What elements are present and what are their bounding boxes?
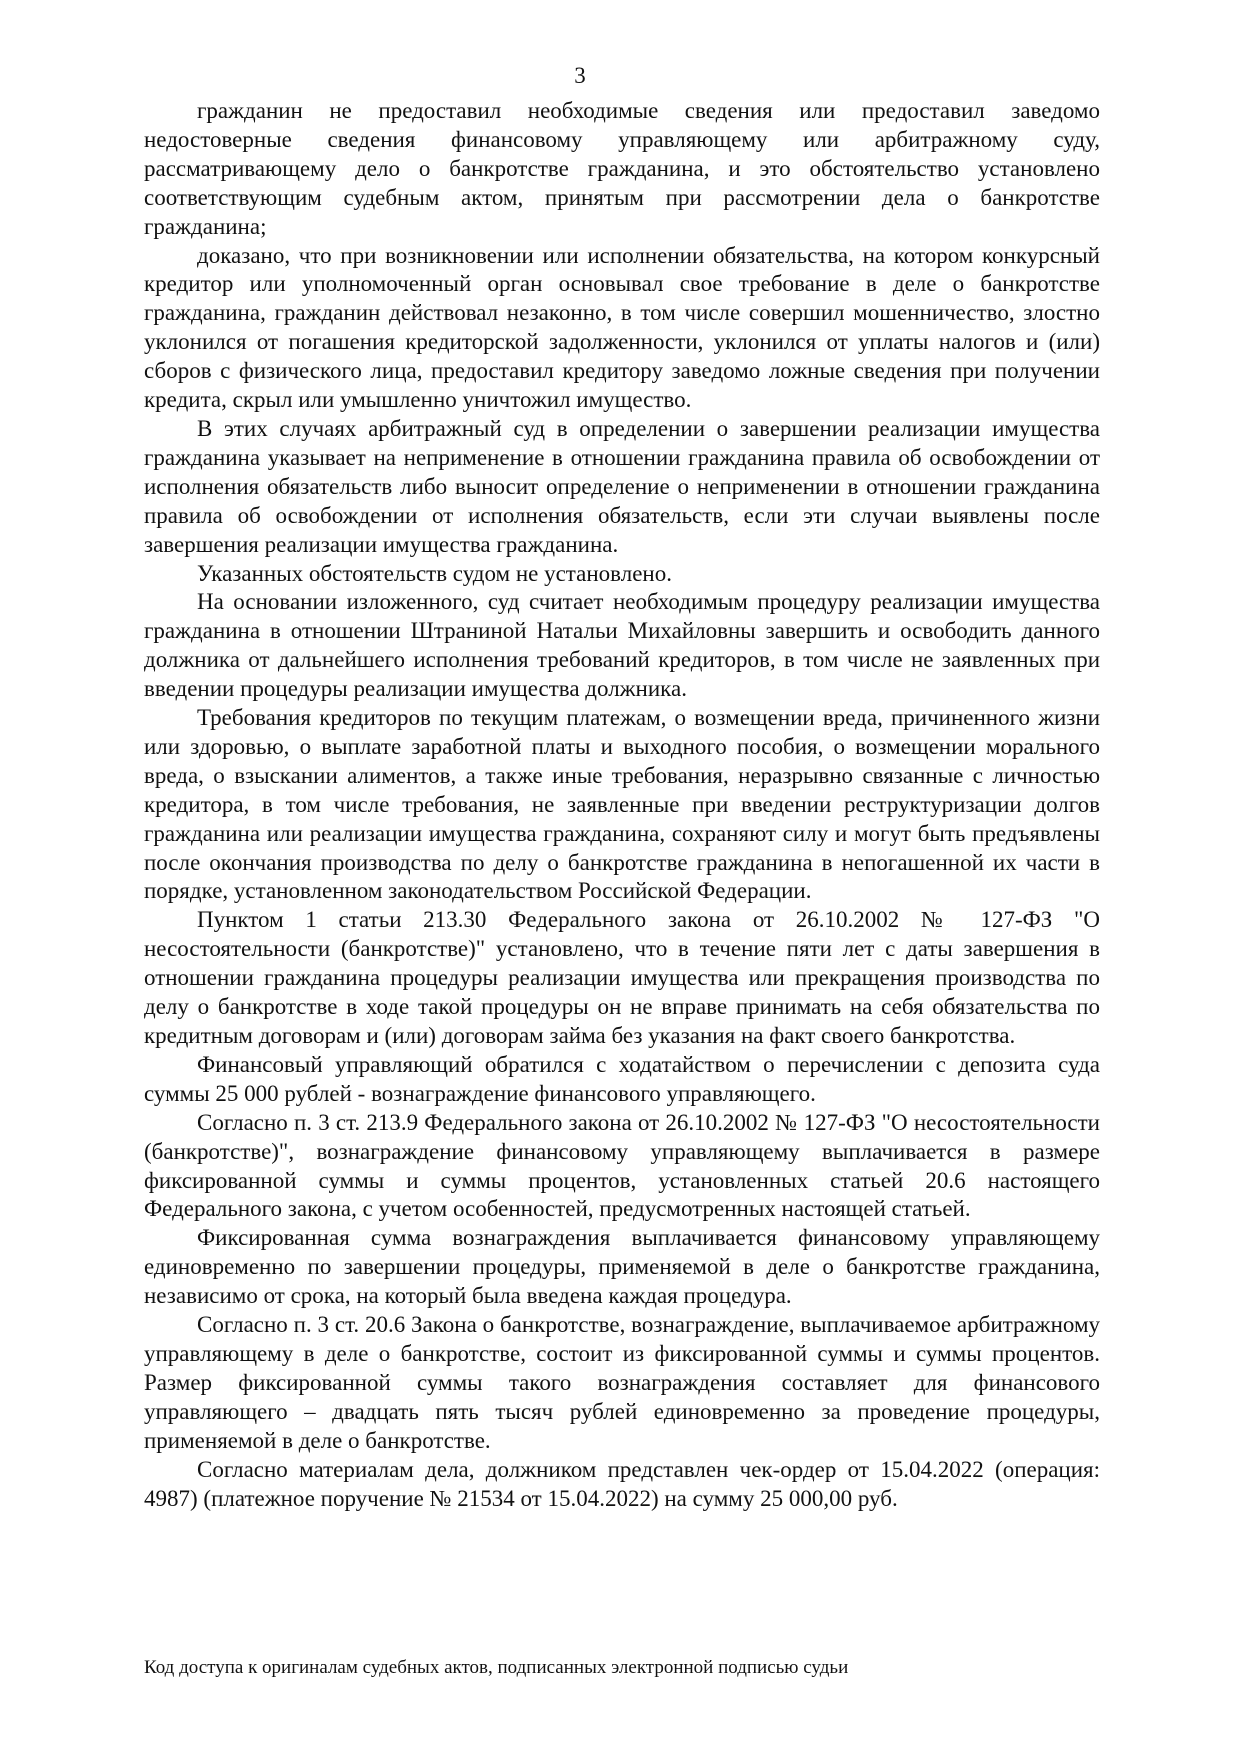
paragraph: Согласно п. 3 ст. 213.9 Федерального закона от 26.10.2002 № 127-ФЗ "О несостоятельности (банкротстве)", вознаграждение финансовому управляющему выплачивается в размере фиксированной суммы и суммы процентов, установленных статьей 20.6 настоящего Федерального закона, с учетом особенностей, предусмотренных настоящей статьей. [144,1109,1100,1222]
paragraph: Согласно п. 3 ст. 20.6 Закона о банкротстве, вознаграждение, выплачиваемое арбитражному управляющему в деле о банкротстве, состоит из фиксированной суммы и суммы процентов. Размер фиксированной суммы такого вознаграждения составляет для финансового управляющего – двадцать пять тысяч рублей единовременно за проведение процедуры, применяемой в деле о банкротстве. [144,1312,1100,1453]
footer-access-code-note: Код доступа к оригиналам судебных актов, подписанных электронной подписью судьи [144,1657,849,1678]
paragraph: Финансовый управляющий обратился с ходатайством о перечислении с депозита суда суммы 25 000 рублей - вознаграждение финансового управляющего. [144,1051,1100,1106]
document-body [144,97,1100,1513]
paragraph: доказано, что при возникновении или исполнении обязательства, на котором конкурсный кредитор или уполномоченный орган основывал свое требование в деле о банкротстве гражданина, гражданин действовал незаконно, в том числе совершил мошенничество, злостно уклонился от погашения кредиторской задолженности, уклонился от уплаты налогов и (или) сборов с физического лица, предоставил кредитору заведомо ложные сведения при получении кредита, скрыл или умышленно уничтожил имущество. [144,242,1100,413]
paragraph: В этих случаях арбитражный суд в определении о завершении реализации имущества гражданина указывает на неприменение в отношении гражданина правила об освобождении от исполнения обязательств либо выносит определение о неприменении в отношении гражданина правила об освобождении от исполнения обязательств, если эти случаи выявлены после завершения реализации имущества гражданина. [144,415,1100,557]
paragraph: Фиксированная сумма вознаграждения выплачивается финансовому управляющему единовременно по завершении процедуры, применяемой в деле о банкротстве гражданина, независимо от срока, на который была введена каждая процедура. [144,1225,1100,1309]
paragraph: Требования кредиторов по текущим платежам, о возмещении вреда, причиненного жизни или здоровью, о выплате заработной платы и выходного пособия, о возмещении морального вреда, о взыскании алиментов, а также иные требования, неразрывно связанные с личностью кредитора, в том числе требования, не заявленные при введении реструктуризации долгов гражданина или реализации имущества гражданина, сохраняют силу и могут быть предъявлены после окончания производства по делу о банкротстве гражданина в непогашенной их части в порядке, установленном законодательством Российской Федерации. [144,705,1100,904]
paragraph: Согласно материалам дела, должником представлен чек-ордер от 15.04.2022 (операция: 4987) (платежное поручение № 21534 от 15.04.2022) на сумму 25 000,00 руб. [144,1456,1100,1511]
page-number: 3 [574,63,586,88]
paragraph: На основании изложенного, суд считает необходимым процедуру реализации имущества гражданина в отношении Штраниной Натальи Михайловны завершить и освободить данного должника от дальнейшего исполнения требований кредиторов, в том числе не заявленных при введении процедуры реализации имущества должника. [144,589,1100,702]
paragraph: Указанных обстоятельств судом не установлено. [197,560,672,586]
paragraph: Пунктом 1 статьи 213.30 Федерального закона от 26.10.2002 № 127-ФЗ "О несостоятельности (банкротстве)" установлено, что в течение пяти лет с даты завершения в отношении гражданина процедуры реализации имущества или прекращения производства по делу о банкротстве в ходе такой процедуры он не вправе принимать на себя обязательства по кредитным договорам и (или) договорам займа без указания на факт своего банкротства. [144,907,1100,1048]
paragraph: гражданин не предоставил необходимые сведения или предоставил заведомо недостоверные сведения финансовому управляющему или арбитражному суду, рассматривающему дело о банкротстве гражданина, и это обстоятельство установлено соответствующим судебным актом, принятым при рассмотрении дела о банкротстве гражданина; [144,98,1100,239]
